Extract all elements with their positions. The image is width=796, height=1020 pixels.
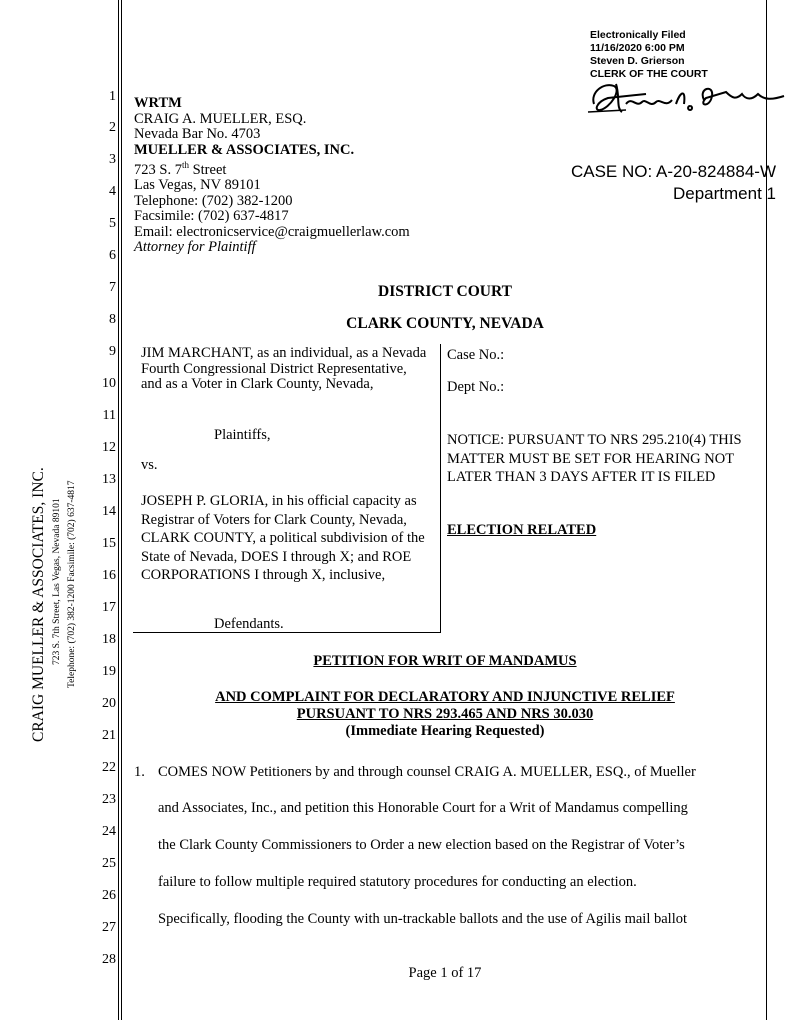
left-margin-rule-inner — [121, 0, 122, 1020]
street-part: Street — [188, 161, 227, 178]
right-margin-rule — [766, 0, 767, 1020]
petition-title: PETITION FOR WRIT OF MANDAMUS — [313, 653, 577, 669]
page-number: Page 1 of 17 — [408, 965, 482, 981]
line-number: 4 — [109, 184, 116, 199]
line-number: 17 — [102, 600, 116, 615]
line-number: 18 — [102, 632, 116, 647]
hearing-notice: NOTICE: PURSUANT TO NRS 295.210(4) THIS MATTER MUST BE SET FOR HEARING NOT LATER THAN 3 DAYS AFTER IT IS FILED — [447, 432, 742, 485]
line-number: 7 — [109, 280, 116, 295]
complaint-title — [135, 689, 755, 740]
line-number: 15 — [102, 536, 116, 551]
stamp-line: Electronically Filed — [590, 29, 686, 41]
hearing-request: (Immediate Hearing Requested) — [345, 723, 545, 739]
firm-name: MUELLER & ASSOCIATES, INC. — [134, 141, 355, 158]
sidebar-firm-name: CRAIG MUELLER & ASSOCIATES, INC. — [30, 467, 47, 742]
plaintiffs-label: Plaintiffs, — [214, 427, 271, 443]
document-code: WRTM — [134, 95, 182, 111]
complaint-title-line: AND COMPLAINT FOR DECLARATORY AND INJUNCTIVE RELIEF — [215, 689, 675, 705]
facsimile: Facsimile: (702) 637-4817 — [134, 208, 289, 225]
line-number: 16 — [102, 568, 116, 583]
line-number: 23 — [102, 792, 116, 807]
line-number: 28 — [102, 952, 116, 967]
paragraph-number: 1. — [134, 764, 145, 780]
city-state: Las Vegas, NV 89101 — [134, 177, 261, 194]
line-number: 8 — [109, 312, 116, 327]
dept-no-field: Dept No.: — [447, 379, 505, 395]
court-name: DISTRICT COURT — [378, 283, 512, 300]
bar-number: Nevada Bar No. 4703 — [134, 126, 261, 142]
complaint-title-line: PURSUANT TO NRS 293.465 AND NRS 30.030 — [296, 706, 594, 722]
sidebar-phone: Telephone: (702) 382-1200 Facsimile: (702) 637-4817 — [67, 480, 77, 688]
line-number: 24 — [102, 824, 116, 839]
body-line: and Associates, Inc., and petition this Honorable Court for a Writ of Mandamus compelling — [158, 800, 688, 816]
defendant-text: JOSEPH P. GLORIA, in his official capacity as Registrar of Voters for Clark County, Nevada, CLARK COUNTY, a political subdivision of the State of Nevada, DOES I through X; and ROE CORPORATIONS I through X, inclusive, — [141, 493, 425, 583]
court-county: CLARK COUNTY, NEVADA — [346, 315, 544, 332]
line-number: 9 — [109, 344, 116, 359]
line-number: 19 — [102, 664, 116, 679]
department: Department 1 — [673, 184, 776, 203]
body-line: COMES NOW Petitioners by and through counsel CRAIG A. MUELLER, ESQ., of Mueller — [158, 764, 696, 780]
defendants-label: Defendants. — [214, 616, 284, 632]
line-number: 25 — [102, 856, 116, 871]
stamp-line: CLERK OF THE COURT — [590, 68, 708, 80]
election-related-label: ELECTION RELATED — [447, 522, 597, 538]
street-part: 723 S. 7 — [134, 161, 182, 178]
stamp-line: 11/16/2020 6:00 PM — [590, 42, 685, 54]
plaintiff-text: JIM MARCHANT, as an individual, as a Nevada Fourth Congressional District Representative, and as a Voter in Clark County, Nevada, — [141, 345, 427, 392]
street-ordinal: th — [181, 160, 189, 170]
street-address — [134, 158, 514, 178]
clerk-signature — [586, 74, 792, 118]
line-number: 12 — [102, 440, 116, 455]
body-line: Specifically, flooding the County with un-trackable ballots and the use of Agilis mail ballot — [158, 911, 688, 927]
line-number: 3 — [109, 152, 116, 167]
line-number: 5 — [109, 216, 116, 231]
body-line: the Clark County Commissioners to Order a new election based on the Registrar of Voter’s — [158, 837, 685, 853]
case-header — [520, 161, 776, 205]
attorney-name: CRAIG A. MUELLER, ESQ. — [134, 110, 307, 127]
email: Email: electronicservice@craigmuellerlaw.com — [134, 223, 410, 240]
telephone: Telephone: (702) 382-1200 — [134, 192, 293, 209]
line-number: 27 — [102, 920, 116, 935]
body-line: failure to follow multiple required statutory procedures for conducting an election. — [158, 874, 637, 890]
attorney-role: Attorney for Plaintiff — [134, 239, 256, 256]
line-number: 6 — [109, 248, 116, 263]
line-number: 1 — [109, 89, 116, 104]
versus: vs. — [141, 457, 158, 473]
case-no-field: Case No.: — [447, 347, 505, 363]
line-number: 22 — [102, 760, 116, 775]
case-number: CASE NO: A-20-824884-W — [570, 162, 776, 181]
sidebar-address: 723 S. 7th Street, Las Vegas, Nevada 89101 — [52, 498, 62, 665]
attorney-block — [134, 96, 514, 256]
line-number: 21 — [102, 728, 116, 743]
line-number: 10 — [102, 376, 116, 391]
left-margin-rule-outer — [118, 0, 119, 1020]
stamp-line: Steven D. Grierson — [590, 55, 685, 67]
line-number: 2 — [109, 120, 116, 135]
line-number: 26 — [102, 888, 116, 903]
line-number: 11 — [102, 408, 116, 423]
line-number: 14 — [102, 504, 116, 519]
line-number: 20 — [102, 696, 116, 711]
line-number: 13 — [102, 472, 116, 487]
